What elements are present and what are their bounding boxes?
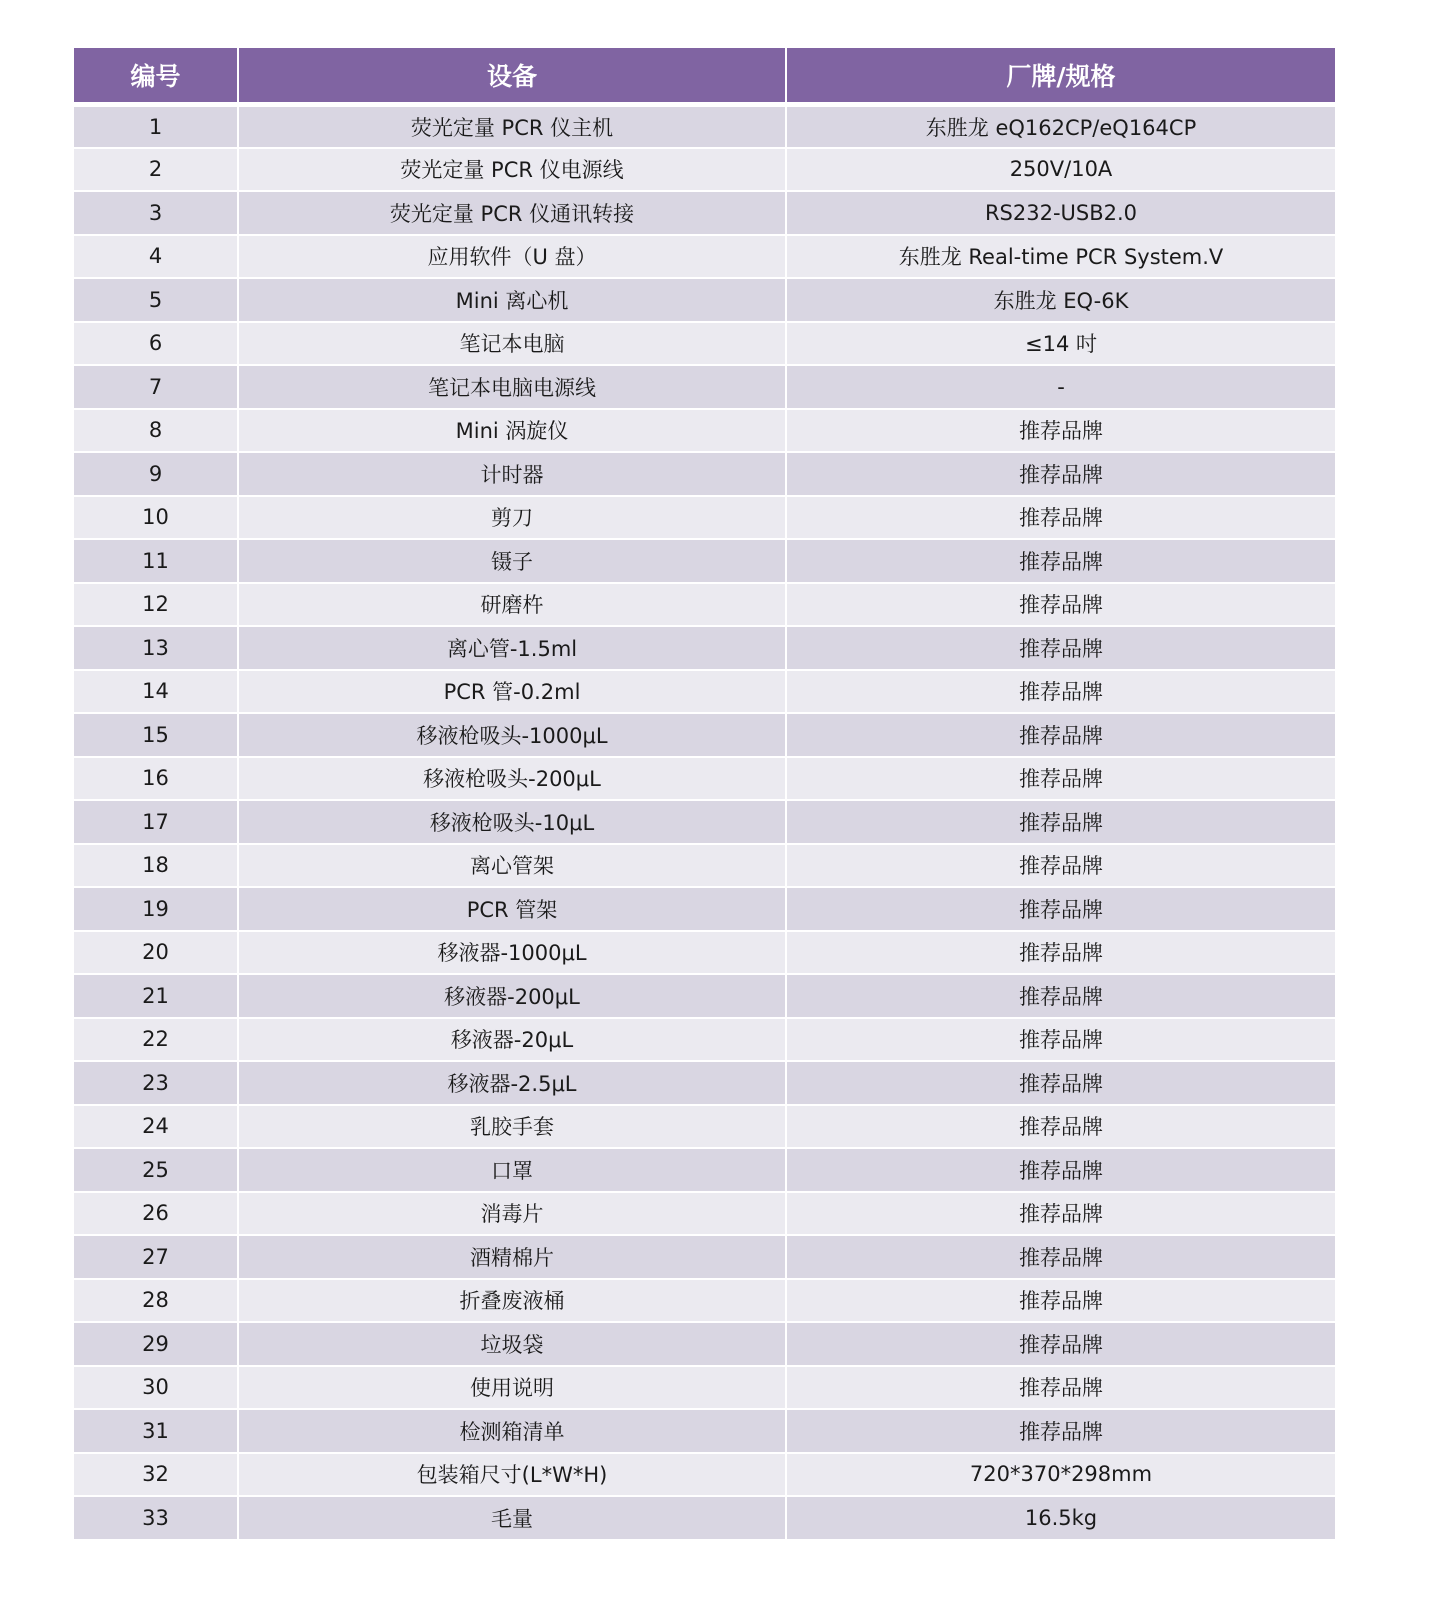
table-row: [74, 191, 1335, 235]
table-row: [74, 1279, 1335, 1323]
cell-brand: 推荐品牌: [786, 1409, 1335, 1453]
table-row: [74, 1018, 1335, 1062]
cell-brand: 推荐品牌: [786, 887, 1335, 931]
cell-number: 15: [74, 713, 238, 757]
cell-number: 1: [74, 104, 238, 148]
cell-number: 29: [74, 1322, 238, 1366]
cell-brand: 16.5kg: [786, 1496, 1335, 1540]
cell-number: 11: [74, 539, 238, 583]
table-row: [74, 452, 1335, 496]
cell-number: 7: [74, 365, 238, 409]
cell-number: 17: [74, 800, 238, 844]
table-row: [74, 104, 1335, 148]
cell-number: 18: [74, 844, 238, 888]
table-row: [74, 583, 1335, 627]
cell-device: 应用软件（U 盘）: [238, 235, 786, 279]
cell-device: 移液枪吸头-10μL: [238, 800, 786, 844]
cell-number: 6: [74, 322, 238, 366]
table-header: [74, 48, 1335, 104]
cell-device: 移液器-20μL: [238, 1018, 786, 1062]
cell-brand: 推荐品牌: [786, 496, 1335, 540]
cell-brand: 推荐品牌: [786, 713, 1335, 757]
cell-brand: 推荐品牌: [786, 1105, 1335, 1149]
table-row: [74, 757, 1335, 801]
cell-device: 研磨杵: [238, 583, 786, 627]
cell-number: 23: [74, 1061, 238, 1105]
cell-brand: 推荐品牌: [786, 1322, 1335, 1366]
table-row: [74, 1409, 1335, 1453]
cell-brand: 250V/10A: [786, 148, 1335, 192]
cell-number: 12: [74, 583, 238, 627]
cell-number: 16: [74, 757, 238, 801]
table-body: [74, 104, 1335, 1540]
cell-device: 使用说明: [238, 1366, 786, 1410]
cell-brand: 推荐品牌: [786, 844, 1335, 888]
header-row: [74, 48, 1335, 104]
cell-device: 移液器-200μL: [238, 974, 786, 1018]
cell-number: 5: [74, 278, 238, 322]
cell-device: 移液枪吸头-1000μL: [238, 713, 786, 757]
table-row: [74, 931, 1335, 975]
cell-number: 33: [74, 1496, 238, 1540]
cell-number: 27: [74, 1235, 238, 1279]
cell-brand: 推荐品牌: [786, 539, 1335, 583]
cell-device: 包装箱尺寸(L*W*H): [238, 1453, 786, 1497]
cell-number: 31: [74, 1409, 238, 1453]
cell-device: 离心管架: [238, 844, 786, 888]
cell-device: 荧光定量 PCR 仪电源线: [238, 148, 786, 192]
table-row: [74, 1061, 1335, 1105]
table-row: [74, 887, 1335, 931]
table-row: [74, 670, 1335, 714]
table-row: [74, 235, 1335, 279]
table-row: [74, 1496, 1335, 1540]
cell-brand: 推荐品牌: [786, 800, 1335, 844]
cell-brand: 推荐品牌: [786, 583, 1335, 627]
cell-brand: -: [786, 365, 1335, 409]
cell-brand: ≤14 吋: [786, 322, 1335, 366]
table-row: [74, 496, 1335, 540]
cell-brand: 东胜龙 eQ162CP/eQ164CP: [786, 104, 1335, 148]
cell-number: 10: [74, 496, 238, 540]
cell-device: Mini 离心机: [238, 278, 786, 322]
cell-device: 剪刀: [238, 496, 786, 540]
cell-brand: 720*370*298mm: [786, 1453, 1335, 1497]
table-row: [74, 148, 1335, 192]
table-row: [74, 1105, 1335, 1149]
cell-number: 26: [74, 1192, 238, 1236]
cell-brand: 推荐品牌: [786, 1148, 1335, 1192]
cell-brand: 东胜龙 EQ-6K: [786, 278, 1335, 322]
cell-device: 移液器-2.5μL: [238, 1061, 786, 1105]
cell-device: 折叠废液桶: [238, 1279, 786, 1323]
cell-brand: 推荐品牌: [786, 1279, 1335, 1323]
cell-brand: 推荐品牌: [786, 931, 1335, 975]
cell-number: 4: [74, 235, 238, 279]
cell-device: 笔记本电脑电源线: [238, 365, 786, 409]
header-brand: 厂牌/规格: [786, 48, 1335, 104]
cell-number: 2: [74, 148, 238, 192]
cell-device: 移液枪吸头-200μL: [238, 757, 786, 801]
cell-number: 9: [74, 452, 238, 496]
cell-number: 30: [74, 1366, 238, 1410]
cell-number: 19: [74, 887, 238, 931]
cell-brand: 推荐品牌: [786, 409, 1335, 453]
cell-brand: 推荐品牌: [786, 757, 1335, 801]
table-row: [74, 974, 1335, 1018]
table-row: [74, 365, 1335, 409]
table-row: [74, 1366, 1335, 1410]
table-row: [74, 322, 1335, 366]
cell-device: 离心管-1.5ml: [238, 626, 786, 670]
cell-device: 毛量: [238, 1496, 786, 1540]
table-row: [74, 713, 1335, 757]
equipment-table: [74, 48, 1335, 1541]
cell-number: 21: [74, 974, 238, 1018]
cell-device: 笔记本电脑: [238, 322, 786, 366]
cell-device: PCR 管-0.2ml: [238, 670, 786, 714]
cell-brand: 推荐品牌: [786, 670, 1335, 714]
cell-device: 消毒片: [238, 1192, 786, 1236]
table-row: [74, 1453, 1335, 1497]
cell-brand: 推荐品牌: [786, 1018, 1335, 1062]
cell-brand: 推荐品牌: [786, 974, 1335, 1018]
cell-device: 镊子: [238, 539, 786, 583]
cell-number: 24: [74, 1105, 238, 1149]
cell-number: 8: [74, 409, 238, 453]
cell-number: 22: [74, 1018, 238, 1062]
table-row: [74, 1322, 1335, 1366]
cell-device: 荧光定量 PCR 仪主机: [238, 104, 786, 148]
cell-device: 移液器-1000μL: [238, 931, 786, 975]
cell-brand: 推荐品牌: [786, 1366, 1335, 1410]
table-row: [74, 539, 1335, 583]
table-row: [74, 844, 1335, 888]
cell-brand: 推荐品牌: [786, 1192, 1335, 1236]
cell-number: 28: [74, 1279, 238, 1323]
cell-number: 3: [74, 191, 238, 235]
cell-device: 酒精棉片: [238, 1235, 786, 1279]
table-row: [74, 1192, 1335, 1236]
cell-device: 荧光定量 PCR 仪通讯转接: [238, 191, 786, 235]
cell-device: 检测箱清单: [238, 1409, 786, 1453]
table-row: [74, 1148, 1335, 1192]
cell-brand: 推荐品牌: [786, 1061, 1335, 1105]
cell-device: 乳胶手套: [238, 1105, 786, 1149]
cell-device: 计时器: [238, 452, 786, 496]
cell-number: 14: [74, 670, 238, 714]
table-row: [74, 1235, 1335, 1279]
cell-brand: 推荐品牌: [786, 626, 1335, 670]
table-row: [74, 278, 1335, 322]
header-device: 设备: [238, 48, 786, 104]
cell-device: Mini 涡旋仪: [238, 409, 786, 453]
table-row: [74, 626, 1335, 670]
cell-brand: RS232-USB2.0: [786, 191, 1335, 235]
cell-number: 20: [74, 931, 238, 975]
table-row: [74, 800, 1335, 844]
cell-device: 垃圾袋: [238, 1322, 786, 1366]
cell-brand: 推荐品牌: [786, 1235, 1335, 1279]
cell-device: PCR 管架: [238, 887, 786, 931]
header-number: 编号: [74, 48, 238, 104]
cell-brand: 推荐品牌: [786, 452, 1335, 496]
cell-number: 25: [74, 1148, 238, 1192]
cell-brand: 东胜龙 Real-time PCR System.V: [786, 235, 1335, 279]
cell-number: 32: [74, 1453, 238, 1497]
cell-number: 13: [74, 626, 238, 670]
table-row: [74, 409, 1335, 453]
cell-device: 口罩: [238, 1148, 786, 1192]
